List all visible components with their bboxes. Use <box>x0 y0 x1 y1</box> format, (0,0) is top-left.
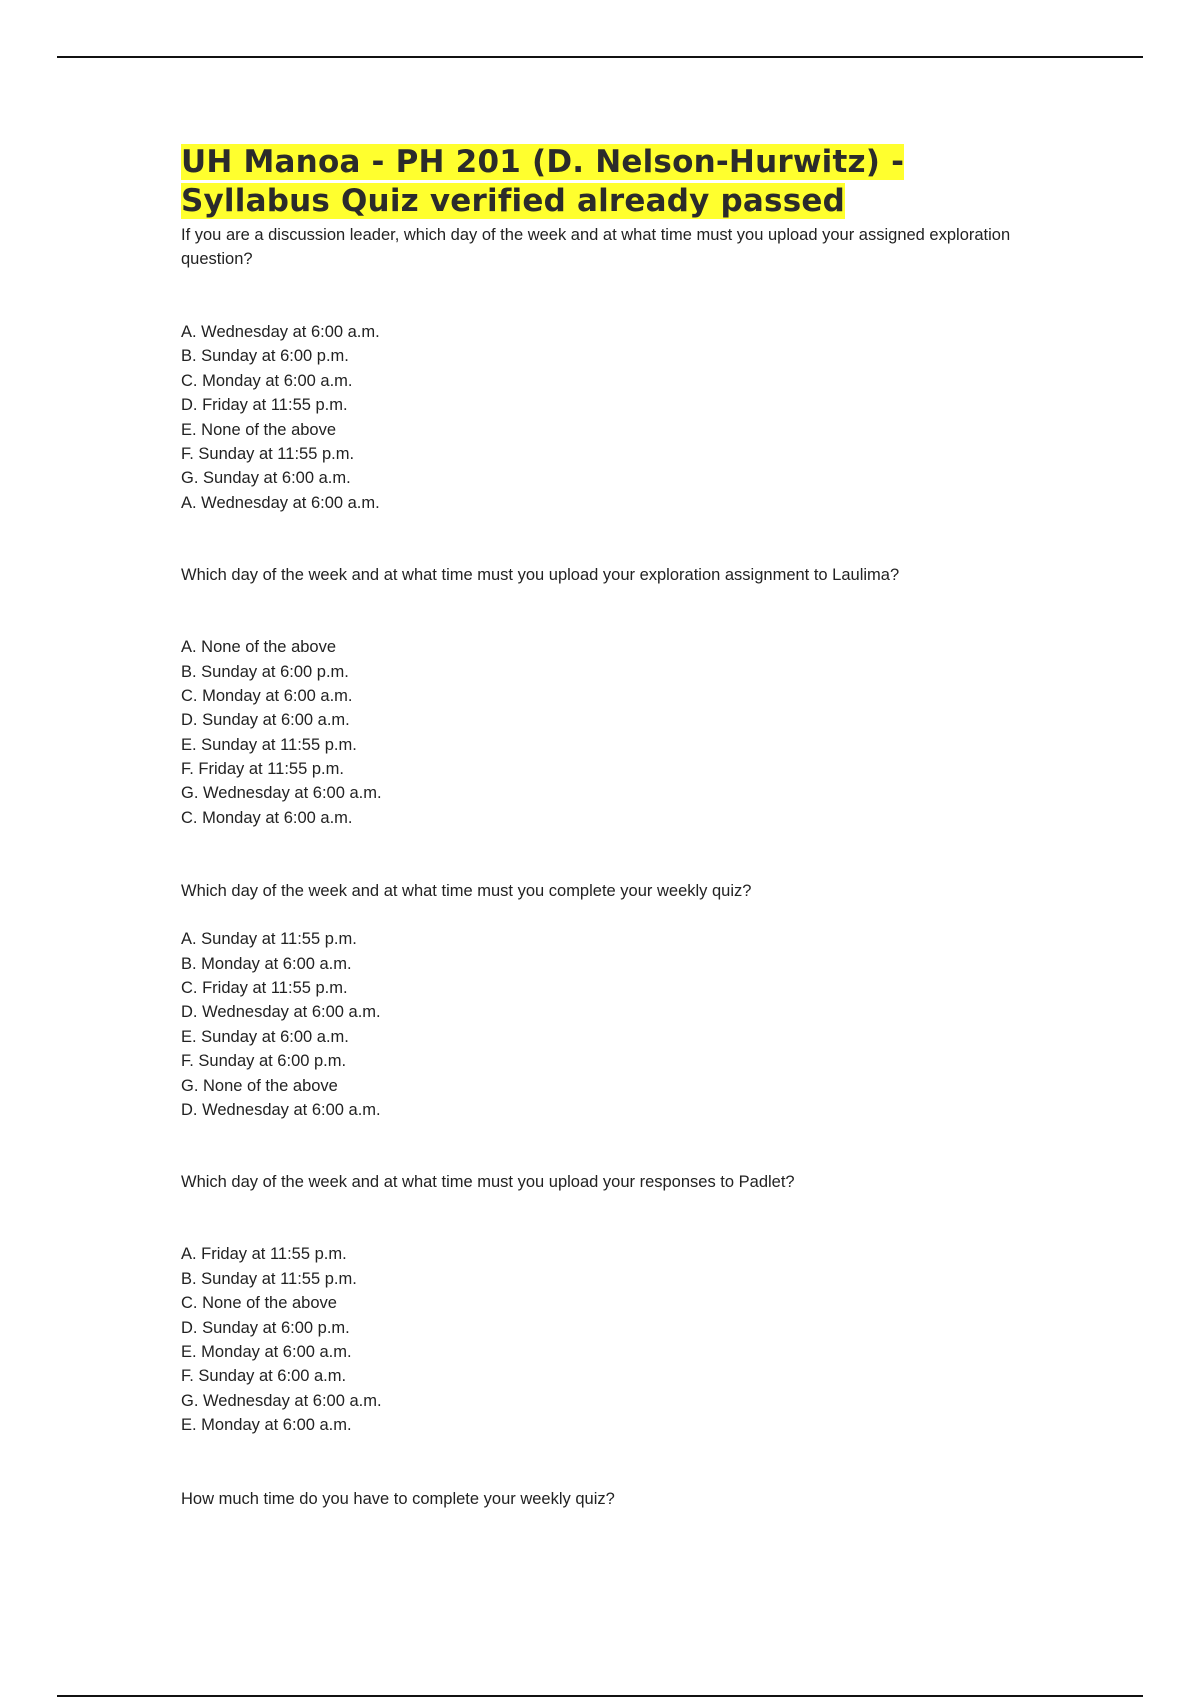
option: D. Sunday at 6:00 a.m. <box>181 711 350 730</box>
option: E. Sunday at 6:00 a.m. <box>181 1027 349 1046</box>
option: B. Sunday at 6:00 p.m. <box>181 347 349 366</box>
question-5: How much time do you have to complete your weekly quiz? <box>181 1489 615 1508</box>
option: F. Sunday at 11:55 p.m. <box>181 444 355 463</box>
bottom-rule <box>57 1695 1143 1697</box>
option: C. Monday at 6:00 a.m. <box>181 371 353 390</box>
answer-line: A. Wednesday at 6:00 a.m. <box>181 493 380 512</box>
option: A. Wednesday at 6:00 a.m. <box>181 323 380 341</box>
question-2: Which day of the week and at what time must you upload your exploration assignment to Laulima? <box>181 566 900 585</box>
option: F. Sunday at 6:00 p.m. <box>181 1052 347 1071</box>
answer-line: E. Monday at 6:00 a.m. <box>181 1416 352 1435</box>
option: B. Sunday at 11:55 p.m. <box>181 1269 357 1288</box>
option: C. None of the above <box>181 1294 337 1313</box>
option: D. Sunday at 6:00 p.m. <box>181 1318 350 1337</box>
option: G. Wednesday at 6:00 a.m. <box>181 784 382 803</box>
question-2-options <box>181 635 1061 830</box>
question-3: Which day of the week and at what time must you complete your weekly quiz? <box>181 882 752 901</box>
answer-line: D. Wednesday at 6:00 a.m. <box>181 1100 381 1119</box>
option: D. Friday at 11:55 p.m. <box>181 396 348 415</box>
question-1: If you are a discussion leader, which day of the week and at what time must you upload your assigned exploration question? <box>181 226 1011 268</box>
option: E. Sunday at 11:55 p.m. <box>181 735 357 754</box>
option: A. None of the above <box>181 638 337 657</box>
option: A. Sunday at 11:55 p.m. <box>181 930 357 949</box>
option: B. Sunday at 6:00 p.m. <box>181 662 349 681</box>
option: G. Wednesday at 6:00 a.m. <box>181 1391 382 1410</box>
option: A. Friday at 11:55 p.m. <box>181 1245 347 1264</box>
question-4: Which day of the week and at what time must you upload your responses to Padlet? <box>181 1173 795 1192</box>
option: F. Sunday at 6:00 a.m. <box>181 1367 347 1386</box>
option: G. None of the above <box>181 1076 338 1095</box>
option: C. Monday at 6:00 a.m. <box>181 686 353 705</box>
document-body <box>181 143 1061 1511</box>
question-4-options <box>181 1242 1061 1437</box>
option: D. Wednesday at 6:00 a.m. <box>181 1003 381 1022</box>
top-rule <box>57 56 1143 58</box>
option: C. Friday at 11:55 p.m. <box>181 979 348 998</box>
title-highlight: UH Manoa - PH 201 (D. Nelson-Hurwitz) - Syllabus Quiz verified already passed <box>181 144 905 219</box>
question-1-options <box>181 320 1061 515</box>
option: E. None of the above <box>181 420 337 439</box>
question-3-options <box>181 927 1061 1122</box>
option: G. Sunday at 6:00 a.m. <box>181 469 351 488</box>
option: F. Friday at 11:55 p.m. <box>181 760 344 779</box>
document-title <box>181 143 1061 221</box>
answer-line: C. Monday at 6:00 a.m. <box>181 808 353 827</box>
option: E. Monday at 6:00 a.m. <box>181 1342 352 1361</box>
option: B. Monday at 6:00 a.m. <box>181 954 352 973</box>
